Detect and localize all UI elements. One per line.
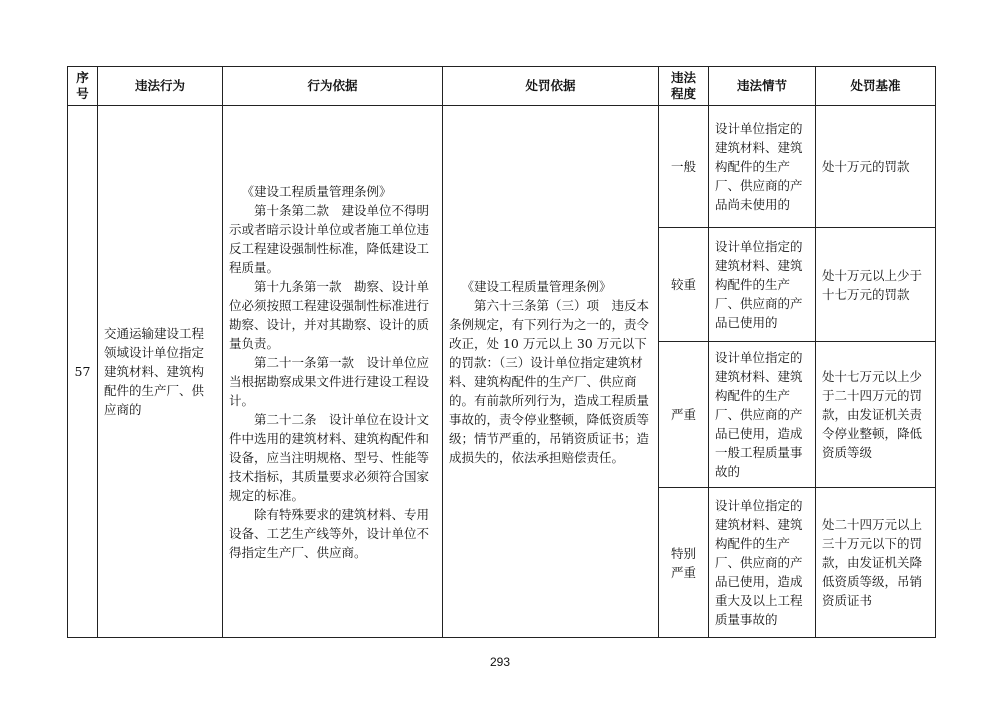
penalty-basis-clause: 第六十三条第（三）项 违反本条例规定，有下列行为之一的，责令改正，处 10 万元以上 30 万元以下的罚款：（三）设计单位指定建筑材料、建筑构配件的生产厂、供应商的。有前款所列行为，造成工程质量事故的，责令停业整顿，降低资质等级；情节严重的，吊销资质证书；造成损失的，依法承担赔偿责任。 <box>449 297 650 465</box>
cell-circumstance-serious: 设计单位指定的建筑材料、建筑构配件的生产厂、供应商的产品已使用，造成一般工程质量事故的 <box>709 342 816 488</box>
penalty-table <box>67 66 936 638</box>
penalty-basis-title: 《建设工程质量管理条例》 <box>461 278 612 294</box>
header-no: 序号 <box>68 67 98 106</box>
cell-standard-serious: 处十七万元以上少于二十四万元的罚款，由发证机关责令停业整顿，降低资质等级 <box>816 342 936 488</box>
page-number: 293 <box>489 655 511 669</box>
cell-standard-very-serious: 处二十四万元以上三十万元以下的罚款，由发证机关降低资质等级，吊销资质证书 <box>816 488 936 638</box>
header-row <box>68 67 936 106</box>
header-circumstance: 违法情节 <box>709 67 816 106</box>
behavior-basis-clause: 第十条第二款 建设单位不得明示或者暗示设计单位或者施工单位违反工程建设强制性标准，降低建设工程质量。 <box>229 202 430 275</box>
behavior-basis-clause: 第十九条第一款 勘察、设计单位必须按照工程建设强制性标准进行勘察、设计，并对其勘察、设计的质量负责。 <box>229 278 430 351</box>
header-behavior: 违法行为 <box>98 67 223 106</box>
cell-circumstance-heavier: 设计单位指定的建筑材料、建筑构配件的生产厂、供应商的产品已使用的 <box>709 228 816 342</box>
cell-degree-heavier: 较重 <box>659 228 709 342</box>
cell-degree-very-serious: 特别严重 <box>659 488 709 638</box>
cell-behavior: 交通运输建设工程领域设计单位指定建筑材料、建筑构配件的生产厂、供应商的 <box>98 106 223 638</box>
behavior-basis-clause: 第二十一条第一款 设计单位应当根据勘察成果文件进行建设工程设计。 <box>229 354 430 408</box>
cell-circumstance-general: 设计单位指定的建筑材料、建筑构配件的生产厂、供应商的产品尚未使用的 <box>709 106 816 228</box>
cell-standard-general: 处十万元的罚款 <box>816 106 936 228</box>
cell-circumstance-very-serious: 设计单位指定的建筑材料、建筑构配件的生产厂、供应商的产品已使用，造成重大及以上工程质量事故的 <box>709 488 816 638</box>
cell-penalty-basis <box>443 106 659 638</box>
behavior-basis-clause: 除有特殊要求的建筑材料、专用设备、工艺生产线等外，设计单位不得指定生产厂、供应商。 <box>229 506 430 560</box>
table-row <box>68 106 936 228</box>
behavior-basis-clause: 第二十二条 设计单位在设计文件中选用的建筑材料、建筑构配件和设备，应当注明规格、型号、性能等技术指标，其质量要求必须符合国家规定的标准。 <box>229 411 430 503</box>
cell-degree-general: 一般 <box>659 106 709 228</box>
header-degree: 违法程度 <box>659 67 709 106</box>
header-penalty-basis: 处罚依据 <box>443 67 659 106</box>
cell-behavior-basis <box>223 106 443 638</box>
header-standard: 处罚基准 <box>816 67 936 106</box>
cell-no: 57 <box>68 106 98 638</box>
cell-standard-heavier: 处十万元以上少于十七万元的罚款 <box>816 228 936 342</box>
cell-degree-serious: 严重 <box>659 342 709 488</box>
header-behavior-basis: 行为依据 <box>223 67 443 106</box>
behavior-basis-title: 《建设工程质量管理条例》 <box>241 183 392 199</box>
